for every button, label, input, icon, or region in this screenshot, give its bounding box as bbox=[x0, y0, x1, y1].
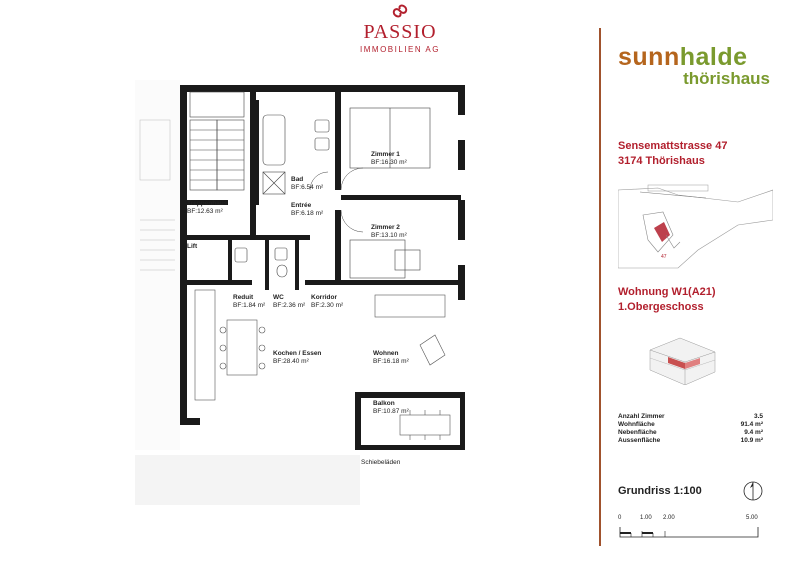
logo-knot-icon bbox=[391, 2, 409, 20]
floor-plan-drawing bbox=[135, 80, 480, 505]
address-street: Sensemattstrasse 47 bbox=[618, 140, 728, 152]
brand-name-part1: sunn bbox=[618, 43, 680, 71]
room-area: BF:2.30 m² bbox=[311, 302, 344, 309]
stat-row bbox=[618, 429, 763, 437]
room-area: BF:6.18 m² bbox=[291, 210, 324, 217]
room-name: Entrée bbox=[291, 202, 312, 209]
room-name: Balkon bbox=[373, 400, 395, 407]
room-area: BF:1.84 m² bbox=[233, 302, 266, 309]
scale-bar bbox=[618, 515, 768, 541]
stat-value: 9.4 m² bbox=[744, 429, 763, 436]
room-area: BF:16.30 m² bbox=[371, 159, 407, 166]
room-zimmer-1 bbox=[371, 151, 407, 167]
room-area: BF:13.10 m² bbox=[371, 232, 407, 239]
passio-logo bbox=[345, 0, 455, 60]
room-name: Reduit bbox=[233, 294, 254, 301]
logo-name: PASSIO bbox=[363, 21, 437, 43]
room-area: BF:6.54 m² bbox=[291, 184, 324, 191]
room-entree bbox=[291, 202, 323, 218]
room-name: Schiebeläden bbox=[361, 459, 401, 466]
room-area: BF:10.87 m² bbox=[373, 408, 409, 415]
room-area: BF:12.63 m² bbox=[187, 208, 223, 215]
room-zimmer-2 bbox=[371, 224, 407, 240]
svg-text:47: 47 bbox=[661, 254, 667, 260]
room-reduit bbox=[233, 294, 265, 310]
scale-ruler bbox=[618, 525, 768, 539]
room-area: BF:28.40 m² bbox=[273, 358, 309, 365]
unit-statistics bbox=[618, 413, 763, 445]
room-wc bbox=[273, 294, 305, 310]
site-plan-diagram bbox=[618, 180, 773, 270]
north-arrow-icon bbox=[742, 480, 764, 502]
room-name: Treppenhaus bbox=[187, 200, 228, 207]
scale-mark: 0 bbox=[618, 515, 622, 521]
room-kochen-essen bbox=[273, 350, 321, 366]
unit-title bbox=[618, 285, 716, 315]
panel-divider bbox=[599, 28, 601, 546]
room-balkon bbox=[373, 400, 409, 416]
stat-row bbox=[618, 413, 763, 421]
stat-value: 91.4 m² bbox=[740, 421, 763, 428]
scale-title: Grundriss 1:100 bbox=[618, 485, 702, 497]
room-name: Bad bbox=[291, 176, 304, 183]
logo-subtitle: IMMOBILIEN AG bbox=[360, 45, 440, 54]
stat-row bbox=[618, 421, 763, 429]
stat-label: Anzahl Zimmer bbox=[618, 413, 665, 420]
unit-floor: 1.Obergeschoss bbox=[618, 301, 704, 313]
stat-label: Nebenfläche bbox=[618, 429, 657, 436]
room-name: Zimmer 1 bbox=[371, 151, 400, 158]
stat-value: 10.9 m² bbox=[740, 437, 763, 444]
brand-name bbox=[618, 44, 778, 70]
room-name: Wohnen bbox=[373, 350, 399, 357]
room-name: WC bbox=[273, 294, 284, 301]
room-lift bbox=[187, 243, 197, 251]
unit-name: Wohnung W1(A21) bbox=[618, 286, 716, 298]
building-isometric bbox=[640, 330, 725, 385]
project-brand bbox=[618, 44, 778, 88]
scale-mark: 1.00 bbox=[640, 515, 652, 521]
room-name: Zimmer 2 bbox=[371, 224, 400, 231]
room-wohnen bbox=[373, 350, 409, 366]
stat-value: 3.5 bbox=[753, 413, 763, 420]
scale-mark: 5.00 bbox=[746, 515, 758, 521]
scale-mark: 2.00 bbox=[663, 515, 675, 521]
stat-row bbox=[618, 437, 763, 445]
brand-location: thörishaus bbox=[683, 69, 770, 88]
room-name: Lift bbox=[187, 243, 198, 250]
address-block bbox=[618, 139, 727, 169]
room-korridor bbox=[311, 294, 343, 310]
stat-label: Aussenfläche bbox=[618, 437, 661, 444]
room-bad bbox=[291, 176, 323, 192]
room-treppenhaus bbox=[187, 200, 227, 216]
room-area: BF:16.18 m² bbox=[373, 358, 409, 365]
floor-plan bbox=[135, 80, 480, 505]
room-name: Kochen / Essen bbox=[273, 350, 322, 357]
room-name: Korridor bbox=[311, 294, 337, 301]
room-schiebelaeden bbox=[361, 459, 400, 467]
brand-name-part2: halde bbox=[679, 43, 748, 71]
room-area: BF:2.36 m² bbox=[273, 302, 306, 309]
stat-label: Wohnfläche bbox=[618, 421, 655, 428]
address-city: 3174 Thörishaus bbox=[618, 155, 705, 167]
